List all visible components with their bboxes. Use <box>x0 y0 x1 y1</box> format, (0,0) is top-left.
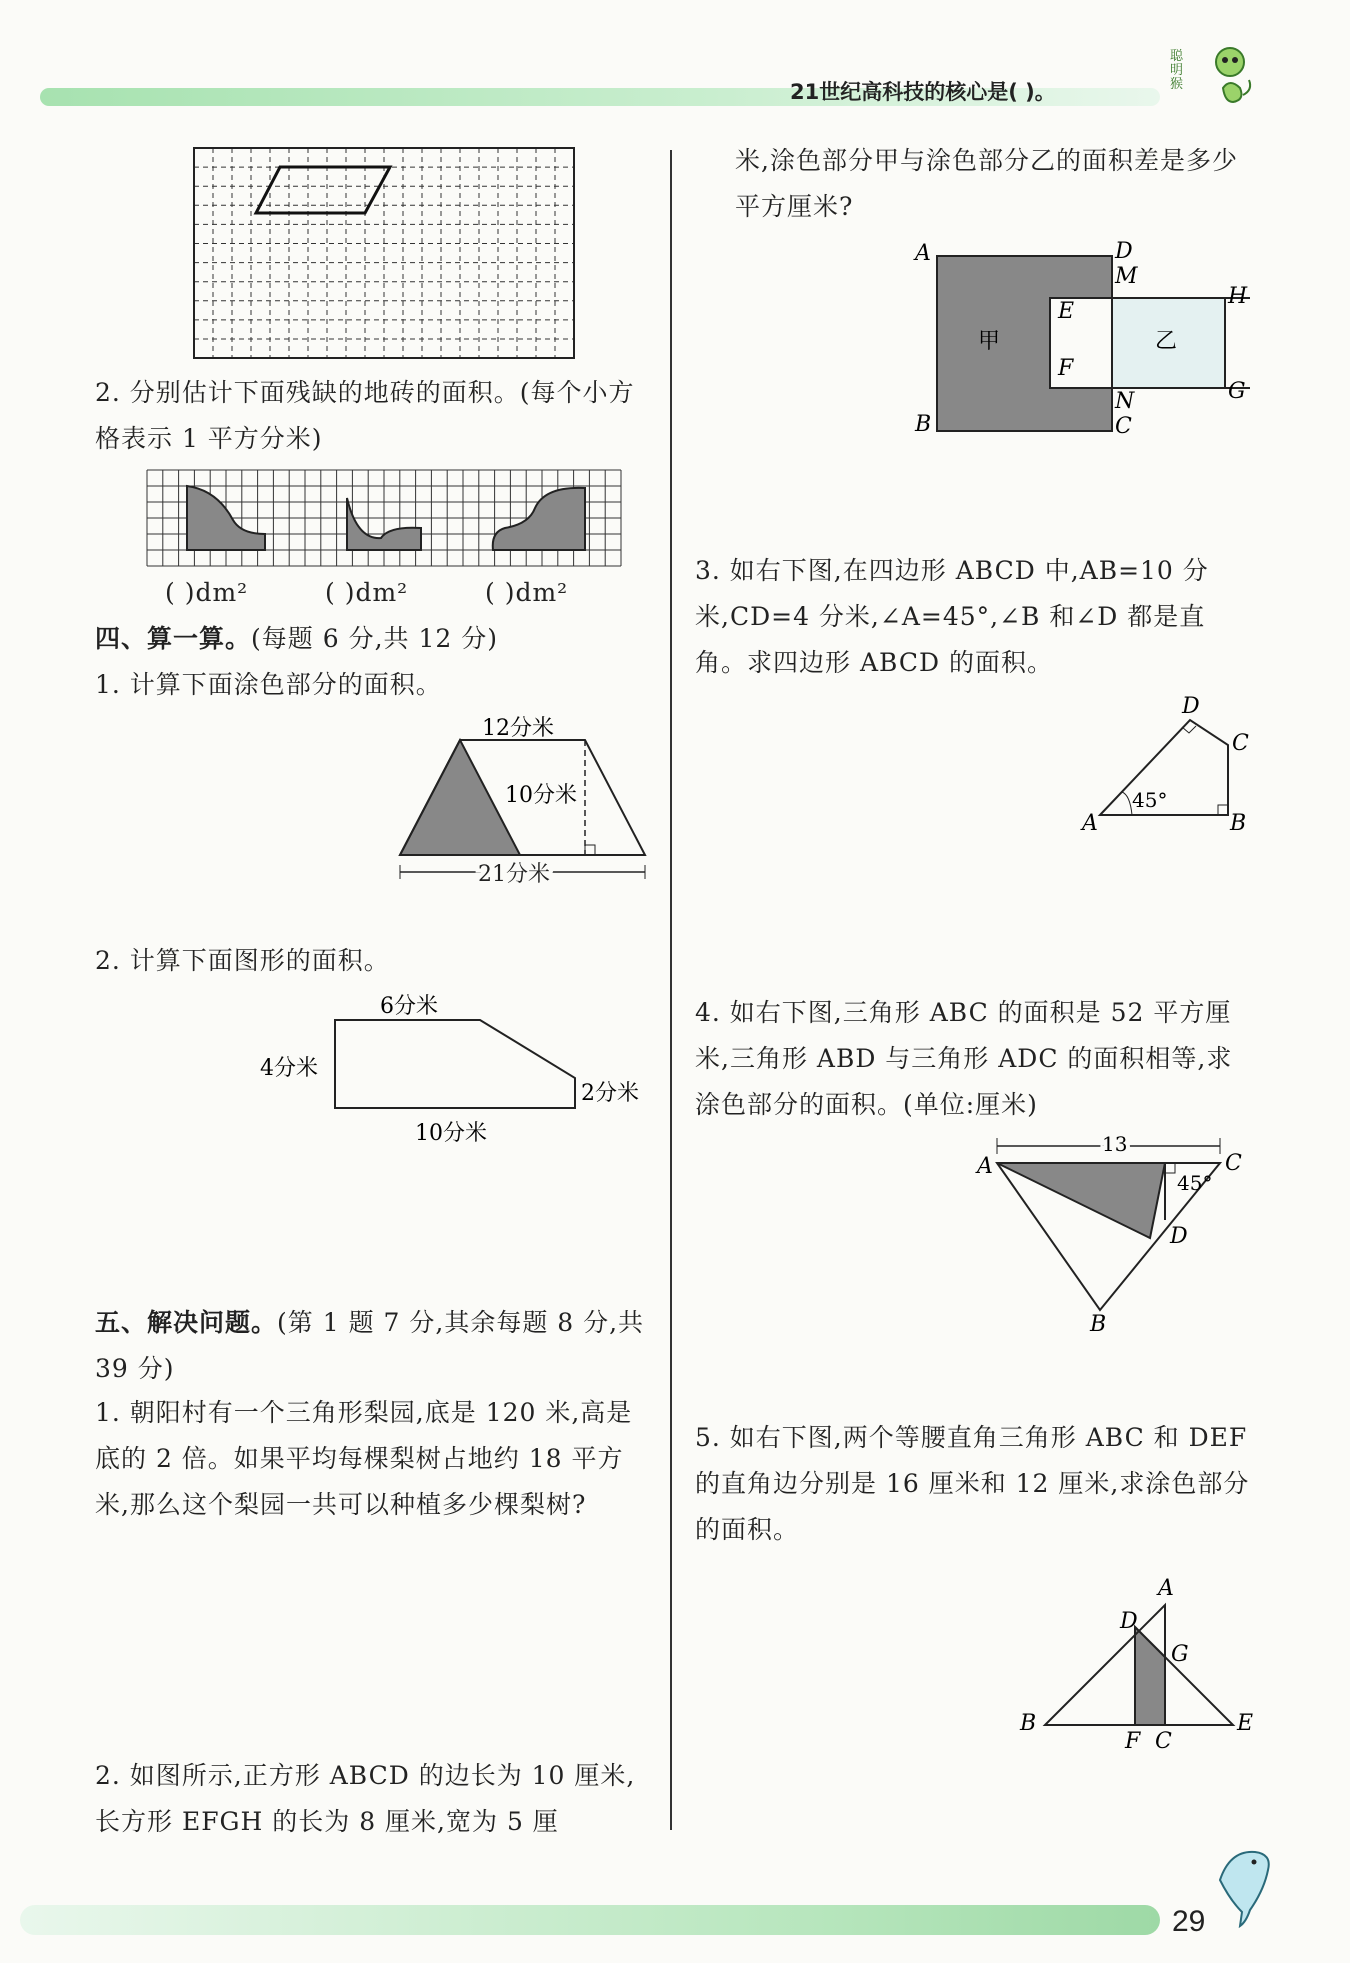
svg-text:E: E <box>1237 1711 1254 1736</box>
broken-tile-3 <box>493 488 585 550</box>
svg-text:F: F <box>1125 1729 1141 1750</box>
svg-text:C: C <box>1115 414 1132 439</box>
blank-2[interactable]: ( )dm² <box>325 578 409 607</box>
section-4-title: 四、算一算。 <box>95 624 252 653</box>
s4-q1-text: 1. 计算下面涂色部分的面积。 <box>95 670 442 699</box>
q3-text: 3. 如右下图,在四边形 ABCD 中,AB=10 分米,CD=4 分米,∠A=45°,∠B 和∠D 都是直角。求四边形 ABCD 的面积。 <box>695 556 1209 677</box>
s5-q1-text: 1. 朝阳村有一个三角形梨园,底是 120 米,高是底的 2 倍。如果平均每棵梨树占地约 18 平方米,那么这个梨园一共可以种植多少棵梨树? <box>95 1398 633 1519</box>
svg-text:B: B <box>1020 1711 1037 1736</box>
q2-text: 2. 分别估计下面残缺的地砖的面积。(每个小方格表示 1 平方分米) <box>95 378 635 453</box>
label-12: 12分米 <box>482 716 554 741</box>
page-number: 29 <box>1172 1905 1206 1938</box>
trapezoid-figure <box>390 705 660 895</box>
svg-text:13: 13 <box>1102 1132 1128 1156</box>
svg-text:10分米: 10分米 <box>415 1121 487 1146</box>
svg-text:A: A <box>1082 811 1098 836</box>
svg-text:F: F <box>1058 356 1074 381</box>
s4-q2-text: 2. 计算下面图形的面积。 <box>95 946 390 975</box>
section-4-note: (每题 6 分,共 12 分) <box>251 624 498 653</box>
s5-q2-text: 2. 如图所示,正方形 ABCD 的边长为 10 厘米,长方形 EFGH 的长为 8 厘米,宽为 5 厘 <box>95 1761 636 1836</box>
svg-text:A: A <box>1158 1576 1174 1601</box>
blank-1[interactable]: ( )dm² <box>165 578 249 607</box>
svg-text:C: C <box>1225 1151 1242 1176</box>
svg-text:B: B <box>1090 1312 1107 1333</box>
svg-text:45°: 45° <box>1177 1171 1213 1195</box>
svg-text:D: D <box>1120 1609 1138 1634</box>
svg-text:2分米: 2分米 <box>581 1081 639 1106</box>
logo-text: 聪明猴 <box>1170 49 1184 92</box>
svg-text:H: H <box>1228 284 1248 309</box>
footer-band <box>20 1905 1160 1935</box>
svg-text:A: A <box>915 241 931 266</box>
svg-text:N: N <box>1115 389 1135 414</box>
svg-text:4分米: 4分米 <box>260 1056 318 1081</box>
svg-text:甲: 甲 <box>978 329 1001 354</box>
svg-text:C: C <box>1232 731 1249 756</box>
svg-text:C: C <box>1155 1729 1172 1750</box>
label-21: 21分米 <box>478 862 550 887</box>
section-5-heading <box>95 1300 655 1392</box>
svg-text:D: D <box>1115 239 1133 264</box>
section-5-note: (第 1 题 7 分,其余每题 8 分,共 39 分) <box>95 1308 645 1383</box>
section-5-title: 五、解决问题。 <box>95 1308 278 1337</box>
grid-parallelogram-figure <box>190 145 580 365</box>
q5-text: 5. 如右下图,两个等腰直角三角形 ABC 和 DEF 的直角边分别是 16 厘米和 12 厘米,求涂色部分的面积。 <box>695 1423 1250 1544</box>
label-10: 10分米 <box>505 783 577 808</box>
svg-text:E: E <box>1058 299 1075 324</box>
section-4-heading <box>95 616 498 662</box>
svg-text:乙: 乙 <box>1155 329 1178 354</box>
svg-text:45°: 45° <box>1132 788 1168 812</box>
blank-3[interactable]: ( )dm² <box>485 578 569 607</box>
svg-text:G: G <box>1171 1642 1189 1667</box>
monkey-logo-icon <box>1185 40 1255 110</box>
svg-text:B: B <box>915 412 932 437</box>
quadrilateral-figure <box>1070 695 1255 845</box>
svg-text:A: A <box>977 1154 993 1179</box>
svg-text:6分米: 6分米 <box>380 994 438 1019</box>
triangle-abc-figure <box>965 1118 1255 1333</box>
parallelogram <box>256 167 390 213</box>
q4-text: 4. 如右下图,三角形 ABC 的面积是 52 平方厘米,三角形 ABD 与三角形 ADC 的面积相等,求涂色部分的面积。(单位:厘米) <box>695 998 1233 1119</box>
two-triangles-figure <box>1015 1555 1255 1750</box>
s5-q2-continuation: 米,涂色部分甲与涂色部分乙的面积差是多少平方厘米? <box>735 146 1238 221</box>
svg-text:M: M <box>1115 264 1138 289</box>
header-question: 21世纪高科技的核心是( )。 <box>790 80 1056 104</box>
svg-text:D: D <box>1182 695 1200 719</box>
dolphin-icon <box>1210 1840 1280 1930</box>
square-rectangle-figure <box>905 238 1250 443</box>
tile-grid-figure <box>145 468 625 568</box>
pentagon-figure <box>255 985 655 1155</box>
column-divider <box>670 150 672 1830</box>
svg-text:D: D <box>1170 1224 1188 1249</box>
svg-text:G: G <box>1228 379 1246 404</box>
svg-text:B: B <box>1230 811 1247 836</box>
